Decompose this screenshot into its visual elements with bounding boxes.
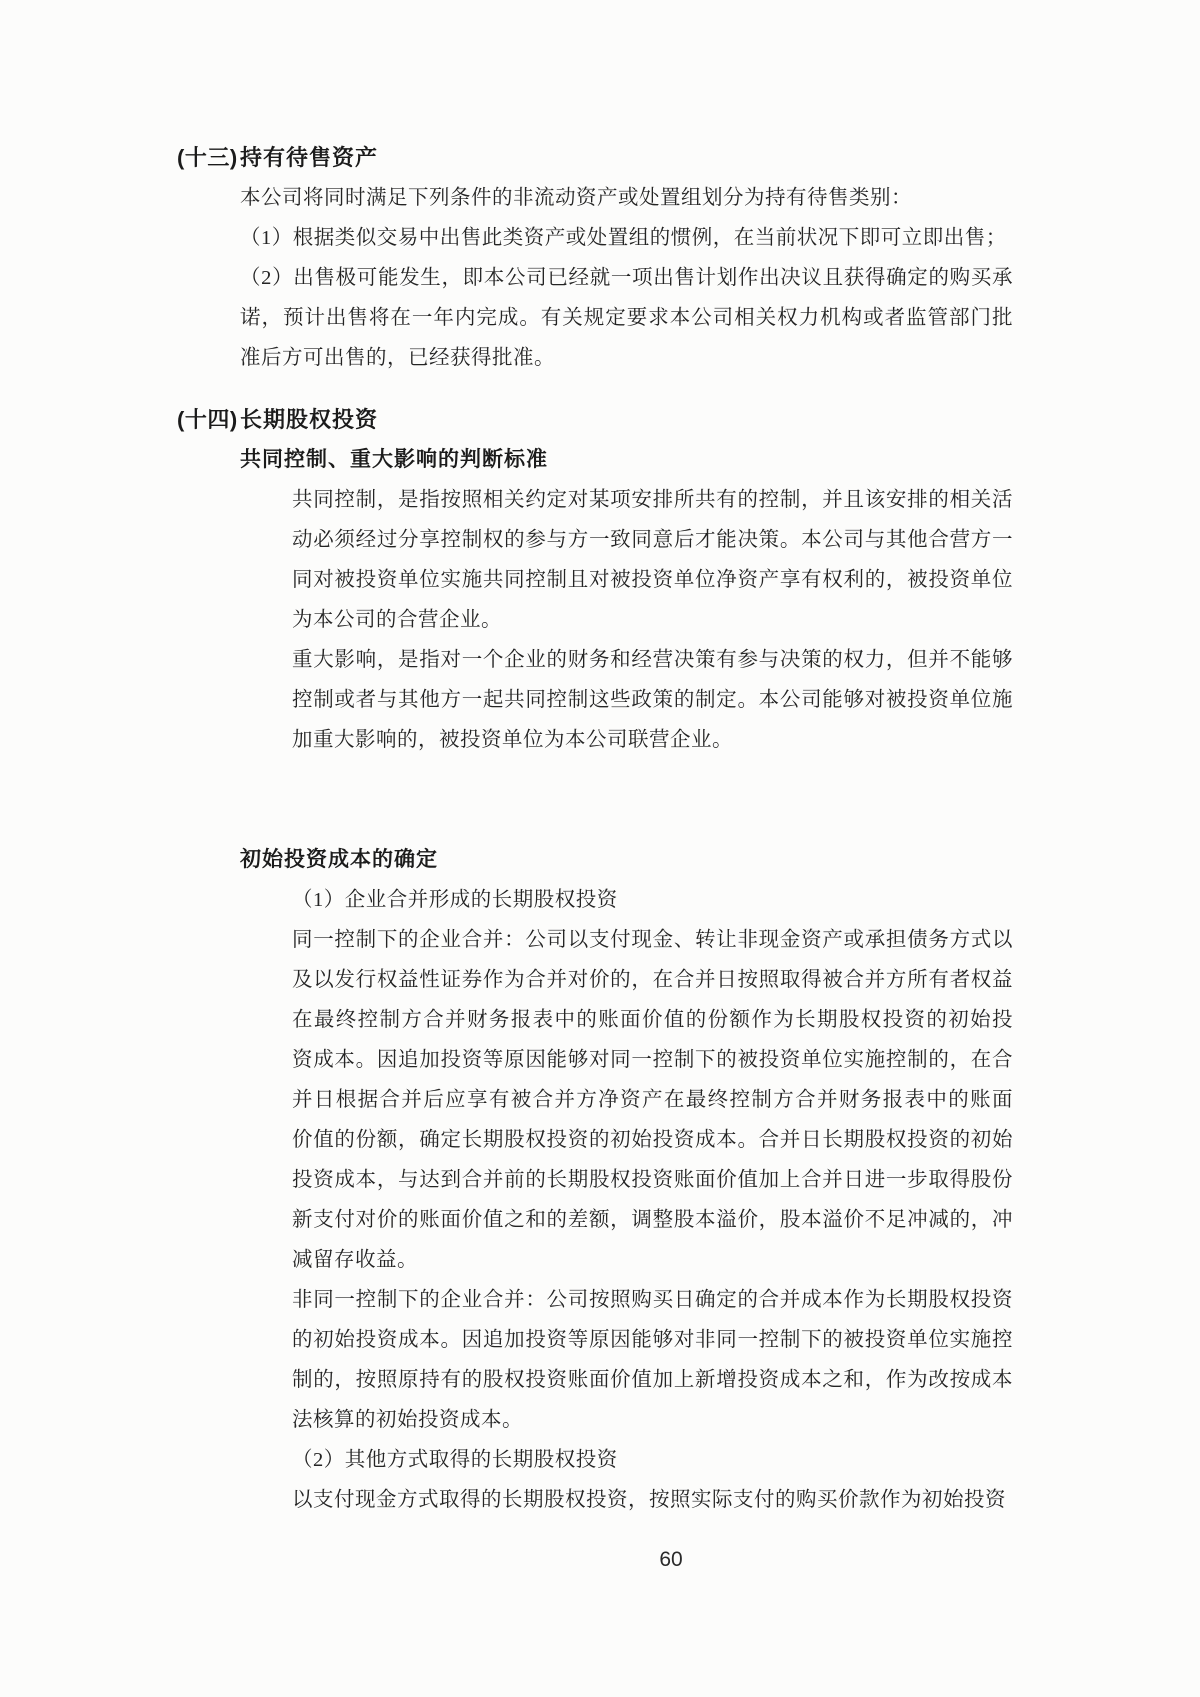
text-line: （2）其他方式取得的长期股权投资 (292, 1449, 618, 1471)
text-line: 非同一控制下的企业合并：公司按照购买日确定的合并成本作为长期股权投资 (292, 1289, 1013, 1311)
text-line: 的初始投资成本。因追加投资等原因能够对非同一控制下的被投资单位实施控 (292, 1329, 1013, 1351)
text-line: 同一控制下的企业合并：公司以支付现金、转让非现金资产或承担债务方式以 (292, 929, 1013, 951)
text-line: 重大影响，是指对一个企业的财务和经营决策有参与决策的权力，但并不能够 (292, 649, 1013, 671)
text-line: （1）企业合并形成的长期股权投资 (292, 889, 618, 911)
document-section (177, 138, 1013, 378)
paragraph (292, 1280, 1013, 1440)
paragraph (292, 1480, 1013, 1520)
section-label: (十三) (177, 145, 238, 170)
section-title: 长期股权投资 (240, 407, 379, 432)
text-line: 为本公司的合营企业。 (292, 609, 502, 631)
text-line: 本公司将同时满足下列条件的非流动资产或处置组划分为持有待售类别： (240, 187, 912, 209)
text-line: （2）出售极可能发生，即本公司已经就一项出售计划作出决议且获得确定的购买承 (240, 267, 1013, 289)
paragraph (292, 880, 1013, 920)
text-line: 法核算的初始投资成本。 (292, 1409, 523, 1431)
text-line: 共同控制，是指按照相关约定对某项安排所共有的控制，并且该安排的相关活 (292, 489, 1013, 511)
text-line: 以支付现金方式取得的长期股权投资，按照实际支付的购买价款作为初始投资 (292, 1489, 1006, 1511)
sub-heading: 初始投资成本的确定 (240, 848, 438, 871)
text-line: 新支付对价的账面价值之和的差额，调整股本溢价，股本溢价不足冲减的，冲 (292, 1209, 1013, 1231)
section-heading (177, 400, 1013, 440)
sub-heading: 共同控制、重大影响的判断标准 (240, 448, 548, 471)
document-section (177, 400, 1013, 1520)
section-heading (177, 138, 1013, 178)
section-label: (十四) (177, 407, 238, 432)
paragraph (240, 258, 1013, 378)
paragraph (292, 920, 1013, 1280)
text-line: 加重大影响的，被投资单位为本公司联营企业。 (292, 729, 733, 751)
text-line: 在最终控制方合并财务报表中的账面价值的份额作为长期股权投资的初始投 (292, 1009, 1013, 1031)
text-line: 资成本。因追加投资等原因能够对同一控制下的被投资单位实施控制的，在合 (292, 1049, 1013, 1071)
text-line: 及以发行权益性证券作为合并对价的，在合并日按照取得被合并方所有者权益 (292, 969, 1013, 991)
text-line: 诺，预计出售将在一年内完成。有关规定要求本公司相关权力机构或者监管部门批 (240, 307, 1013, 329)
text-line: 并日根据合并后应享有被合并方净资产在最终控制方合并财务报表中的账面 (292, 1089, 1013, 1111)
paragraph (240, 218, 1013, 258)
paragraph (292, 480, 1013, 640)
text-line: 控制或者与其他方一起共同控制这些政策的制定。本公司能够对被投资单位施 (292, 689, 1013, 711)
paragraph (292, 1440, 1013, 1480)
text-line: 动必须经过分享控制权的参与方一致同意后才能决策。本公司与其他合营方一 (292, 529, 1013, 551)
text-line: 减留存收益。 (292, 1249, 418, 1271)
page-number: 60 (659, 1548, 683, 1571)
section-title: 持有待售资产 (240, 145, 379, 170)
text-line: 价值的份额，确定长期股权投资的初始投资成本。合并日长期股权投资的初始 (292, 1129, 1013, 1151)
paragraph (292, 640, 1013, 760)
text-line: 同对被投资单位实施共同控制且对被投资单位净资产享有权利的，被投资单位 (292, 569, 1013, 591)
paragraph (240, 178, 1013, 218)
text-line: 制的，按照原持有的股权投资账面价值加上新增投资成本之和，作为改按成本 (292, 1369, 1013, 1391)
text-line: 准后方可出售的，已经获得批准。 (240, 347, 555, 369)
text-line: 投资成本，与达到合并前的长期股权投资账面价值加上合并日进一步取得股份 (292, 1169, 1013, 1191)
document-content (177, 138, 1013, 1520)
text-line: （1）根据类似交易中出售此类资产或处置组的惯例，在当前状况下即可立即出售； (240, 227, 1007, 249)
